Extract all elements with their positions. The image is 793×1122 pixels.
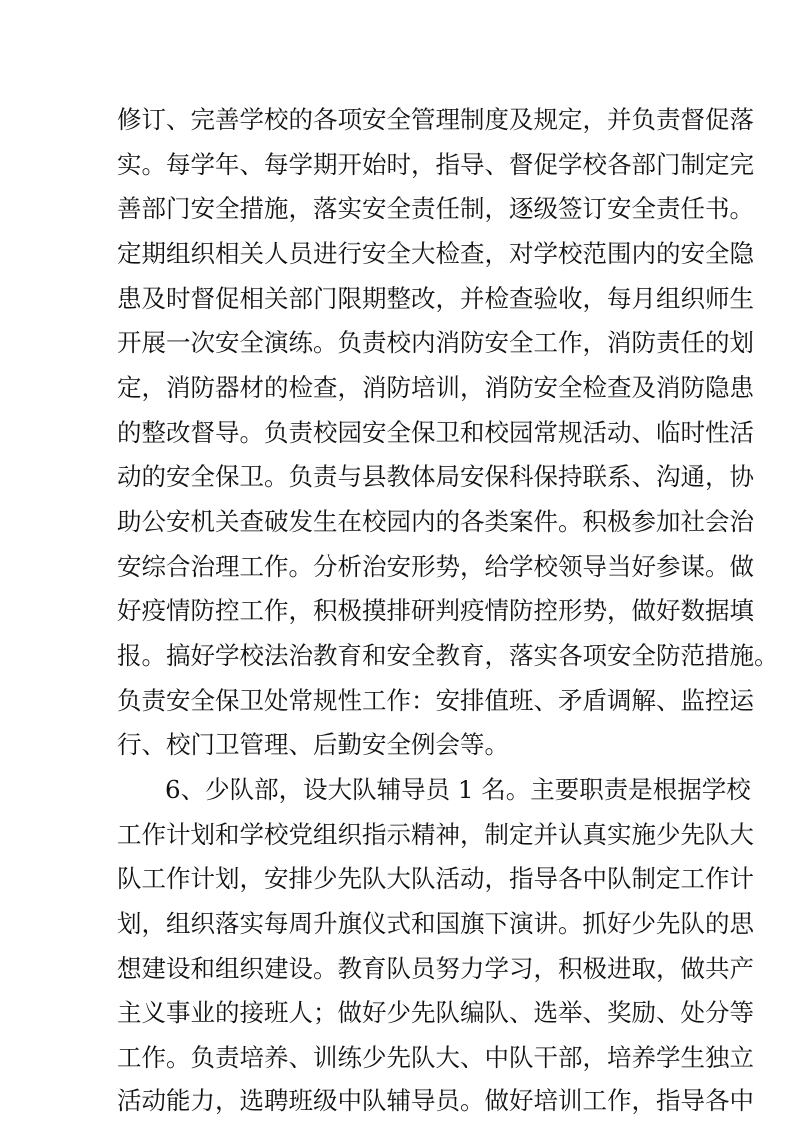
- text-line-17: 工作计划和学校党组织指示精神，制定并认真实施少先队大: [117, 820, 754, 849]
- text-line-23: 活动能力，选聘班级中队辅导员。做好培训工作，指导各中: [117, 1086, 754, 1115]
- text-line-4: 定期组织相关人员进行安全大检查，对学校范围内的安全隐: [117, 239, 754, 268]
- text-line-11: 安综合治理工作。分析治安形势，给学校领导当好参谋。做: [117, 552, 754, 581]
- text-line-21: 主义事业的接班人；做好少先队编队、选举、奖励、处分等: [117, 998, 754, 1027]
- text-line-8: 的整改督导。负责校园安全保卫和校园常规活动、临时性活: [117, 418, 754, 447]
- text-line-14: 负责安全保卫处常规性工作：安排值班、矛盾调解、监控运: [117, 686, 754, 715]
- text-line-15: 行、校门卫管理、后勤安全例会等。: [117, 730, 509, 759]
- text-line-22: 工作。负责培养、训练少先队大、中队干部，培养学生独立: [117, 1043, 754, 1072]
- text-line-7: 定，消防器材的检查，消防培训，消防安全检查及消防隐患: [117, 373, 754, 402]
- text-line-18: 队工作计划，安排少先队大队活动，指导各中队制定工作计: [117, 864, 754, 893]
- text-line-19: 划，组织落实每周升旗仪式和国旗下演讲。抓好少先队的思: [117, 909, 754, 938]
- text-line-5: 患及时督促相关部门限期整改，并检查验收，每月组织师生: [117, 284, 754, 313]
- text-line-9: 动的安全保卫。负责与县教体局安保科保持联系、沟通，协: [117, 462, 754, 491]
- text-line-16: 6、少队部，设大队辅导员 1 名。主要职责是根据学校: [165, 775, 751, 804]
- text-line-6: 开展一次安全演练。负责校内消防安全工作，消防责任的划: [117, 328, 754, 357]
- text-line-1: 修订、完善学校的各项安全管理制度及规定，并负责督促落: [117, 105, 754, 134]
- text-line-2: 实。每学年、每学期开始时，指导、督促学校各部门制定完: [117, 150, 754, 179]
- text-line-3: 善部门安全措施，落实安全责任制，逐级签订安全责任书。: [117, 194, 754, 223]
- text-line-12: 好疫情防控工作，积极摸排研判疫情防控形势，做好数据填: [117, 596, 754, 625]
- text-line-20: 想建设和组织建设。教育队员努力学习，积极进取，做共产: [117, 954, 754, 983]
- text-line-13: 报。搞好学校法治教育和安全教育，落实各项安全防范措施。: [117, 641, 779, 670]
- text-line-10: 助公安机关查破发生在校园内的各类案件。积极参加社会治: [117, 507, 754, 536]
